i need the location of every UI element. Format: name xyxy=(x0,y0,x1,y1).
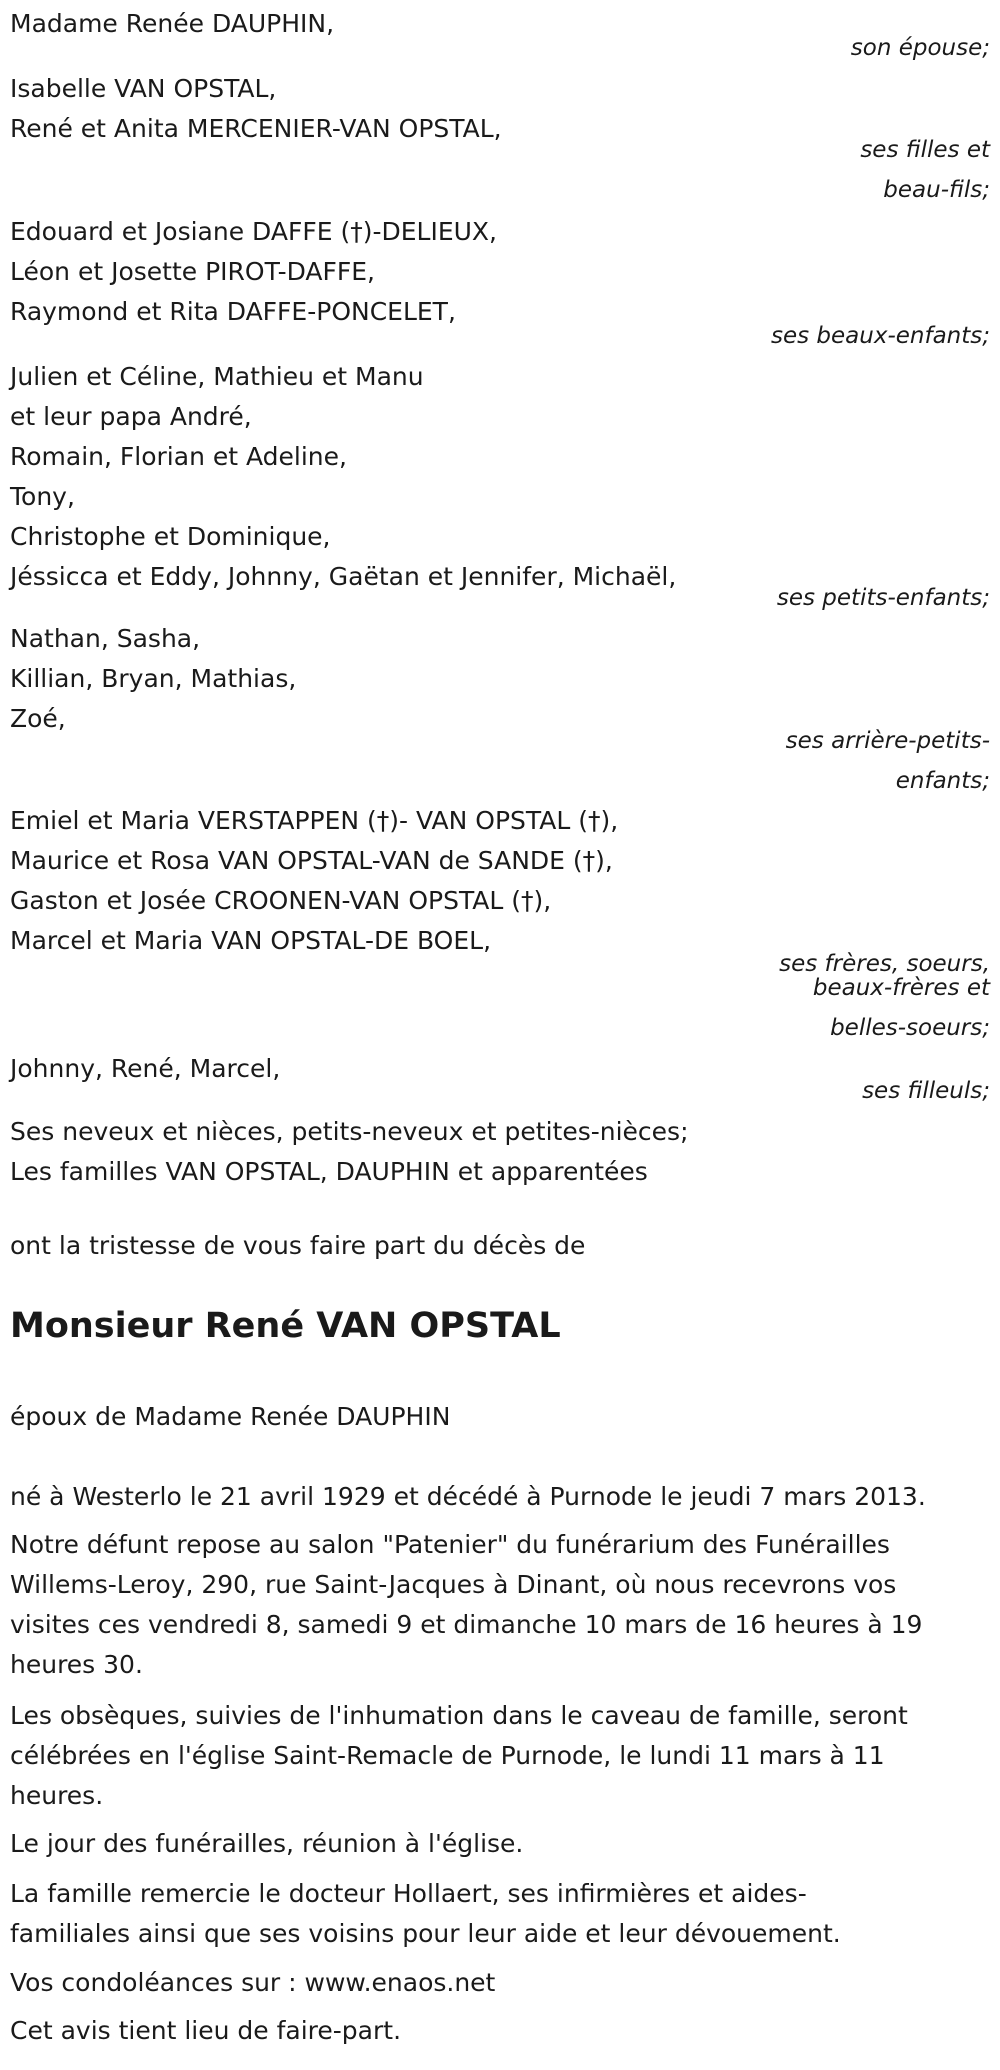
daughters-role: beau-fils; xyxy=(883,177,990,203)
great-grandchildren-role: enfants; xyxy=(895,768,990,794)
stepchild-line: Edouard et Josiane DAFFE (†)-DELIEUX, xyxy=(10,217,497,246)
siblings-role: ses frères, soeurs, xyxy=(779,951,990,977)
repose-line: Willems-Leroy, 290, rue Saint-Jacques à Dinant, où nous recevrons vos xyxy=(10,1570,897,1599)
thanks-line: familiales ainsi que ses voisins pour leur aide et leur dévouement. xyxy=(10,1919,841,1948)
great-grandchild-line: Killian, Bryan, Mathias, xyxy=(10,664,297,693)
thanks-line: La famille remercie le docteur Hollaert, ses infirmières et aides- xyxy=(10,1879,807,1908)
repose-line: visites ces vendredi 8, samedi 9 et dimanche 10 mars de 16 heures à 19 xyxy=(10,1610,923,1639)
daughters-role: ses filles et xyxy=(860,137,990,163)
stepchild-line: Raymond et Rita DAFFE-PONCELET, xyxy=(10,297,456,326)
great-grandchild-line: Zoé, xyxy=(10,704,66,733)
notice-line: Cet avis tient lieu de faire-part. xyxy=(10,2016,402,2045)
stepchildren-role: ses beaux-enfants; xyxy=(770,323,990,349)
stepchild-line: Léon et Josette PIROT-DAFFE, xyxy=(10,257,376,286)
repose-line: heures 30. xyxy=(10,1650,143,1679)
wife-role: son épouse; xyxy=(850,35,990,61)
grandchild-line: Tony, xyxy=(10,482,75,511)
announcement-intro: ont la tristesse de vous faire part du décès de xyxy=(10,1231,586,1260)
daughter-line: René et Anita MERCENIER-VAN OPSTAL, xyxy=(10,114,502,143)
birth-death-line: né à Westerlo le 21 avril 1929 et décédé à Purnode le jeudi 7 mars 2013. xyxy=(10,1482,926,1511)
condolences-line: Vos condoléances sur : www.enaos.net xyxy=(10,1968,496,1997)
grandchild-line: Jéssicca et Eddy, Johnny, Gaëtan et Jennifer, Michaël, xyxy=(10,562,677,591)
meeting-line: Le jour des funérailles, réunion à l'église. xyxy=(10,1829,524,1858)
godchildren-line: Johnny, René, Marcel, xyxy=(10,1054,281,1083)
grandchild-line: Romain, Florian et Adeline, xyxy=(10,442,347,471)
sibling-line: Gaston et Josée CROONEN-VAN OPSTAL (†), xyxy=(10,886,552,915)
repose-line: Notre défunt repose au salon "Patenier" du funérarium des Funérailles xyxy=(10,1530,890,1559)
deceased-name: Monsieur René VAN OPSTAL xyxy=(10,1306,561,1346)
daughter-line: Isabelle VAN OPSTAL, xyxy=(10,74,277,103)
grandchild-line: Christophe et Dominique, xyxy=(10,522,331,551)
spouse-line: époux de Madame Renée DAUPHIN xyxy=(10,1402,451,1431)
funeral-line: heures. xyxy=(10,1781,104,1810)
other-relatives-line: Les familles VAN OPSTAL, DAUPHIN et apparentées xyxy=(10,1157,648,1186)
great-grandchild-line: Nathan, Sasha, xyxy=(10,624,201,653)
funeral-line: Les obsèques, suivies de l'inhumation dans le caveau de famille, seront xyxy=(10,1701,908,1730)
godchildren-role: ses filleuls; xyxy=(862,1078,990,1104)
sibling-line: Emiel et Maria VERSTAPPEN (†)- VAN OPSTAL (†), xyxy=(10,806,619,835)
sibling-line: Marcel et Maria VAN OPSTAL-DE BOEL, xyxy=(10,926,492,955)
funeral-line: célébrées en l'église Saint-Remacle de Purnode, le lundi 11 mars à 11 xyxy=(10,1741,885,1770)
siblings-role: belles-soeurs; xyxy=(830,1015,990,1041)
siblings-role: beaux-frères et xyxy=(812,975,990,1001)
grandchildren-role: ses petits-enfants; xyxy=(776,585,990,611)
wife-name: Madame Renée DAUPHIN, xyxy=(10,9,335,38)
great-grandchildren-role: ses arrière-petits- xyxy=(785,728,990,754)
grandchild-line: Julien et Céline, Mathieu et Manu xyxy=(10,362,424,391)
sibling-line: Maurice et Rosa VAN OPSTAL-VAN de SANDE (†), xyxy=(10,846,613,875)
grandchild-line: et leur papa André, xyxy=(10,402,252,431)
other-relatives-line: Ses neveux et nièces, petits-neveux et petites-nièces; xyxy=(10,1117,689,1146)
